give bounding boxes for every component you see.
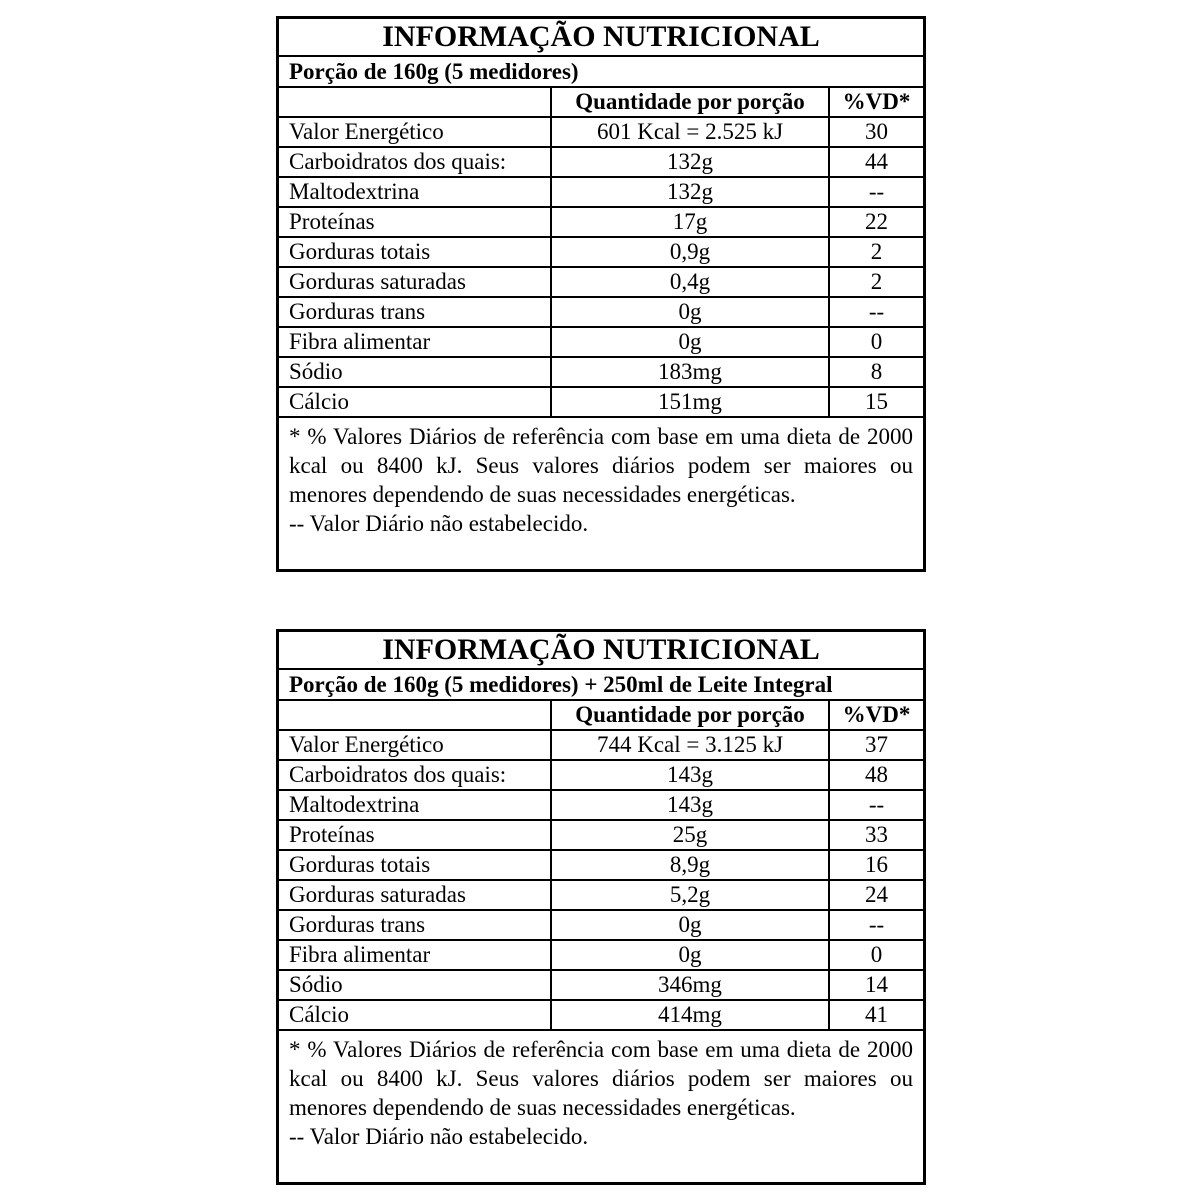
nutrient-amount: 132g [551,177,829,207]
header-nutrient [279,87,551,117]
nutrient-amount: 8,9g [551,850,829,880]
header-dv: %VD* [829,700,923,730]
footnote-text: * % Valores Diários de referência com base em uma dieta de 2000 kcal ou 8400 kJ. Seus valores diários podem ser maiores ou menores dependendo de suas necessidades energéticas. [289,1037,913,1120]
nutrient-dv: 15 [829,387,923,417]
nutrient-dv: 22 [829,207,923,237]
table-row [279,297,923,327]
table-row [279,117,923,147]
table-row [279,790,923,820]
table-row [279,820,923,850]
nutrient-dv: 30 [829,117,923,147]
header-amount: Quantidade por porção [551,87,829,117]
table-row [279,880,923,910]
nutrient-dv: -- [829,790,923,820]
nutrient-amount: 0g [551,940,829,970]
table-row [279,177,923,207]
nutrient-name: Gorduras totais [279,850,551,880]
table-row [279,147,923,177]
table-row [279,267,923,297]
table-row [279,207,923,237]
nutrient-amount: 143g [551,790,829,820]
nutrient-name: Gorduras totais [279,237,551,267]
nutrient-name: Sódio [279,357,551,387]
table-row [279,970,923,1000]
nutrient-name: Valor Energético [279,117,551,147]
nutrient-amount: 183mg [551,357,829,387]
nutrition-table-2 [276,629,926,1185]
nutrient-dv: 2 [829,267,923,297]
nutrient-name: Maltodextrina [279,177,551,207]
nutrient-name: Proteínas [279,820,551,850]
nutrient-amount: 132g [551,147,829,177]
table-row [279,327,923,357]
table-row [279,1000,923,1030]
panel-title: INFORMAÇÃO NUTRICIONAL [279,19,923,56]
nutrient-name: Sódio [279,970,551,1000]
nutrient-dv: 37 [829,730,923,760]
table-row [279,357,923,387]
nutrient-amount: 744 Kcal = 3.125 kJ [551,730,829,760]
nutrient-dv: 2 [829,237,923,267]
nutrient-dv: 0 [829,327,923,357]
nutrient-amount: 143g [551,760,829,790]
nutrient-amount: 0,4g [551,267,829,297]
nutrient-name: Cálcio [279,387,551,417]
header-amount: Quantidade por porção [551,700,829,730]
nutrient-name: Proteínas [279,207,551,237]
nutrient-amount: 25g [551,820,829,850]
footnote [279,1031,923,1151]
nutrient-amount: 414mg [551,1000,829,1030]
nutrient-dv: 0 [829,940,923,970]
table-row [279,760,923,790]
nutrient-dv: 8 [829,357,923,387]
portion-label: Porção de 160g (5 medidores) + 250ml de Leite Integral [279,669,923,700]
nutrient-amount: 601 Kcal = 2.525 kJ [551,117,829,147]
nutrient-dv: 44 [829,147,923,177]
nutrient-name: Fibra alimentar [279,327,551,357]
panel-title: INFORMAÇÃO NUTRICIONAL [279,632,923,669]
table-row [279,940,923,970]
portion-label: Porção de 160g (5 medidores) [279,56,923,87]
nutrient-dv: -- [829,910,923,940]
nutrient-name: Carboidratos dos quais: [279,147,551,177]
nutrient-dv: 48 [829,760,923,790]
nutrient-name: Gorduras saturadas [279,267,551,297]
nutrient-dv: -- [829,297,923,327]
header-nutrient [279,700,551,730]
nutrient-amount: 0g [551,327,829,357]
table-row [279,730,923,760]
nutrition-grid [279,19,923,418]
nutrient-dv: 24 [829,880,923,910]
nutrient-amount: 5,2g [551,880,829,910]
footnote [279,418,923,538]
nutrition-table-1 [276,16,926,572]
nutrient-name: Fibra alimentar [279,940,551,970]
nutrient-amount: 346mg [551,970,829,1000]
nutrient-amount: 0g [551,910,829,940]
table-row [279,237,923,267]
footnote-text: * % Valores Diários de referência com base em uma dieta de 2000 kcal ou 8400 kJ. Seus valores diários podem ser maiores ou menores dependendo de suas necessidades energéticas. [289,424,913,507]
nutrient-name: Maltodextrina [279,790,551,820]
nutrient-name: Gorduras trans [279,297,551,327]
header-dv: %VD* [829,87,923,117]
nutrient-amount: 17g [551,207,829,237]
nutrient-dv: 14 [829,970,923,1000]
footnote-not-established: -- Valor Diário não estabelecido. [289,1124,589,1149]
table-row [279,387,923,417]
nutrient-dv: 33 [829,820,923,850]
nutrient-name: Gorduras trans [279,910,551,940]
nutrient-amount: 0g [551,297,829,327]
table-row [279,850,923,880]
nutrient-amount: 151mg [551,387,829,417]
nutrition-grid [279,632,923,1031]
nutrient-name: Carboidratos dos quais: [279,760,551,790]
nutrient-dv: -- [829,177,923,207]
table-row [279,910,923,940]
nutrient-name: Cálcio [279,1000,551,1030]
nutrient-amount: 0,9g [551,237,829,267]
nutrient-dv: 16 [829,850,923,880]
nutrient-name: Valor Energético [279,730,551,760]
nutrient-dv: 41 [829,1000,923,1030]
nutrient-name: Gorduras saturadas [279,880,551,910]
footnote-not-established: -- Valor Diário não estabelecido. [289,511,589,536]
